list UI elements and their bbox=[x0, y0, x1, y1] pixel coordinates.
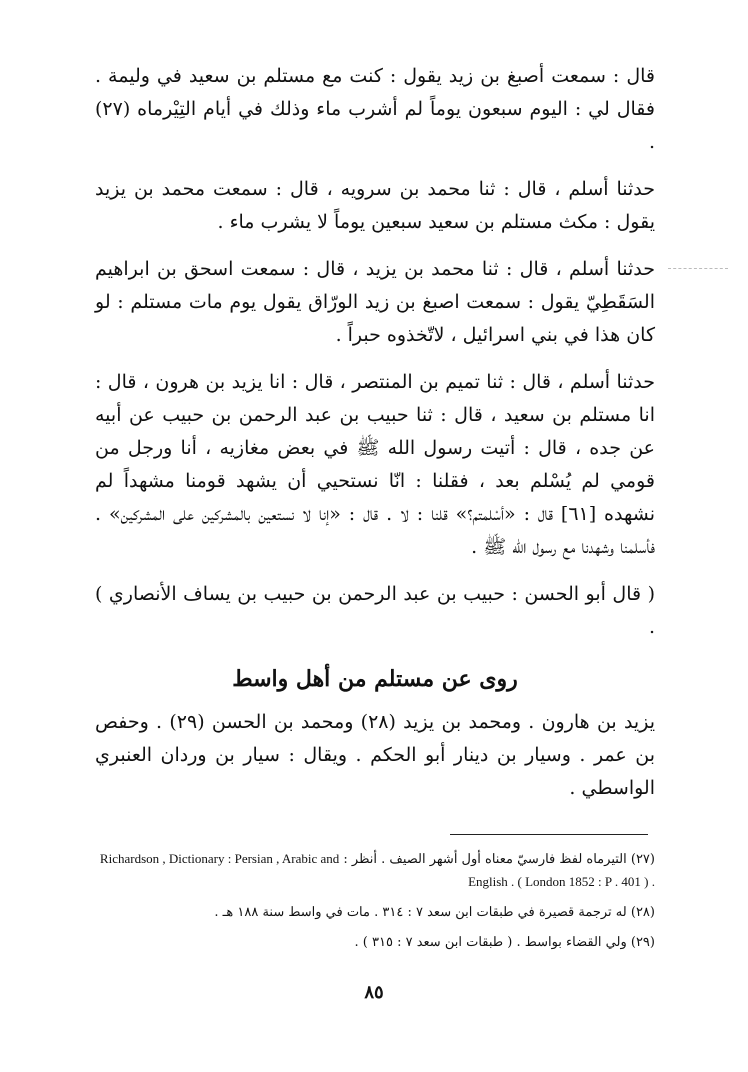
margin-mark bbox=[668, 268, 728, 269]
footnotes bbox=[95, 848, 655, 962]
footnote-27-english: Richardson , Dictionary : Persian , Arabic and English . ( London 1852 : P . 401 ) . bbox=[99, 851, 655, 889]
paragraph-3: حدثنا أسلم ، قال : ثنا محمد بن يزيد ، قال : سمعت اسحق بن ابراهيم السَقَطِيّ يقول : سمعت اصبغ بن زيد الورّاق يقول يوم مات مستلم : لو كان هذا في بني اسرائيل ، لاتّخذوه حبراً . bbox=[95, 258, 655, 346]
paragraph-5: ( قال أبو الحسن : حبيب بن عبد الرحمن بن حبيب بن يساف الأنصاري ) . bbox=[95, 583, 655, 638]
footnote-28: (٢٨) له ترجمة قصيرة في طبقات ابن سعد ٧ : ٣١٤ . مات في واسط سنة ١٨٨ هـ . bbox=[214, 905, 655, 920]
paragraph-4: حدثنا أسلم ، قال : ثنا تميم بن المنتصر ، قال : انا يزيد بن هرون ، قال : انا مستلم بن سعيد ، قال : ثنا حبيب بن عبد الرحمن بن حبيب عن أبيه عن جده ، قال : أتيت رسول الله ﷺ في بعض مغازيه ، أنا ورجل من قومي لم يُسْلم بعد ، فقلنا : انّا نستحيي أن يشهد قومنا مشهداً لم نشهده [٦١] قال : «أسْلمتم؟» قلنا : لا . قال : «إنا لا نستعين بالمشركين على المشركين» . فأسلمنا وشهدنا مع رسول الله ﷺ . bbox=[95, 371, 655, 558]
footnote-27-arabic: (٢٧) التيرماه لفظ فارسيّ معناه أول أشهر الصيف . أنظر : bbox=[343, 852, 655, 867]
paragraph-1: قال : سمعت أصبغ بن زيد يقول : كنت مع مستلم بن سعيد في وليمة . فقال لي : اليوم سبعون يوماً لم أشرب ماء وذلك في أيام التِيْرماه (٢٧) . bbox=[95, 65, 655, 153]
paragraph-2: حدثنا أسلم ، قال : ثنا محمد بن سرويه ، قال : سمعت محمد بن يزيد يقول : مكث مستلم بن سعيد سبعين يوماً لا يشرب ماء . bbox=[95, 178, 655, 233]
footnote-27 bbox=[95, 848, 655, 894]
footnote-separator bbox=[450, 834, 648, 835]
paragraph-6: يزيد بن هارون . ومحمد بن يزيد (٢٨) ومحمد بن الحسن (٢٩) . وحفص بن عمر . وسيار بن دينار أبو الحكم . ويقال : سيار بن وردان العنبري الواسطي . bbox=[95, 711, 655, 799]
main-text bbox=[95, 60, 655, 819]
section-heading: روى عن مستلم من أهل واسط bbox=[232, 666, 518, 692]
footnote-29: (٢٩) ولي القضاء بواسط . ( طبقات ابن سعد ٧ : ٣١٥ ) . bbox=[354, 935, 655, 950]
page-number: ٨٥ bbox=[364, 982, 384, 1003]
